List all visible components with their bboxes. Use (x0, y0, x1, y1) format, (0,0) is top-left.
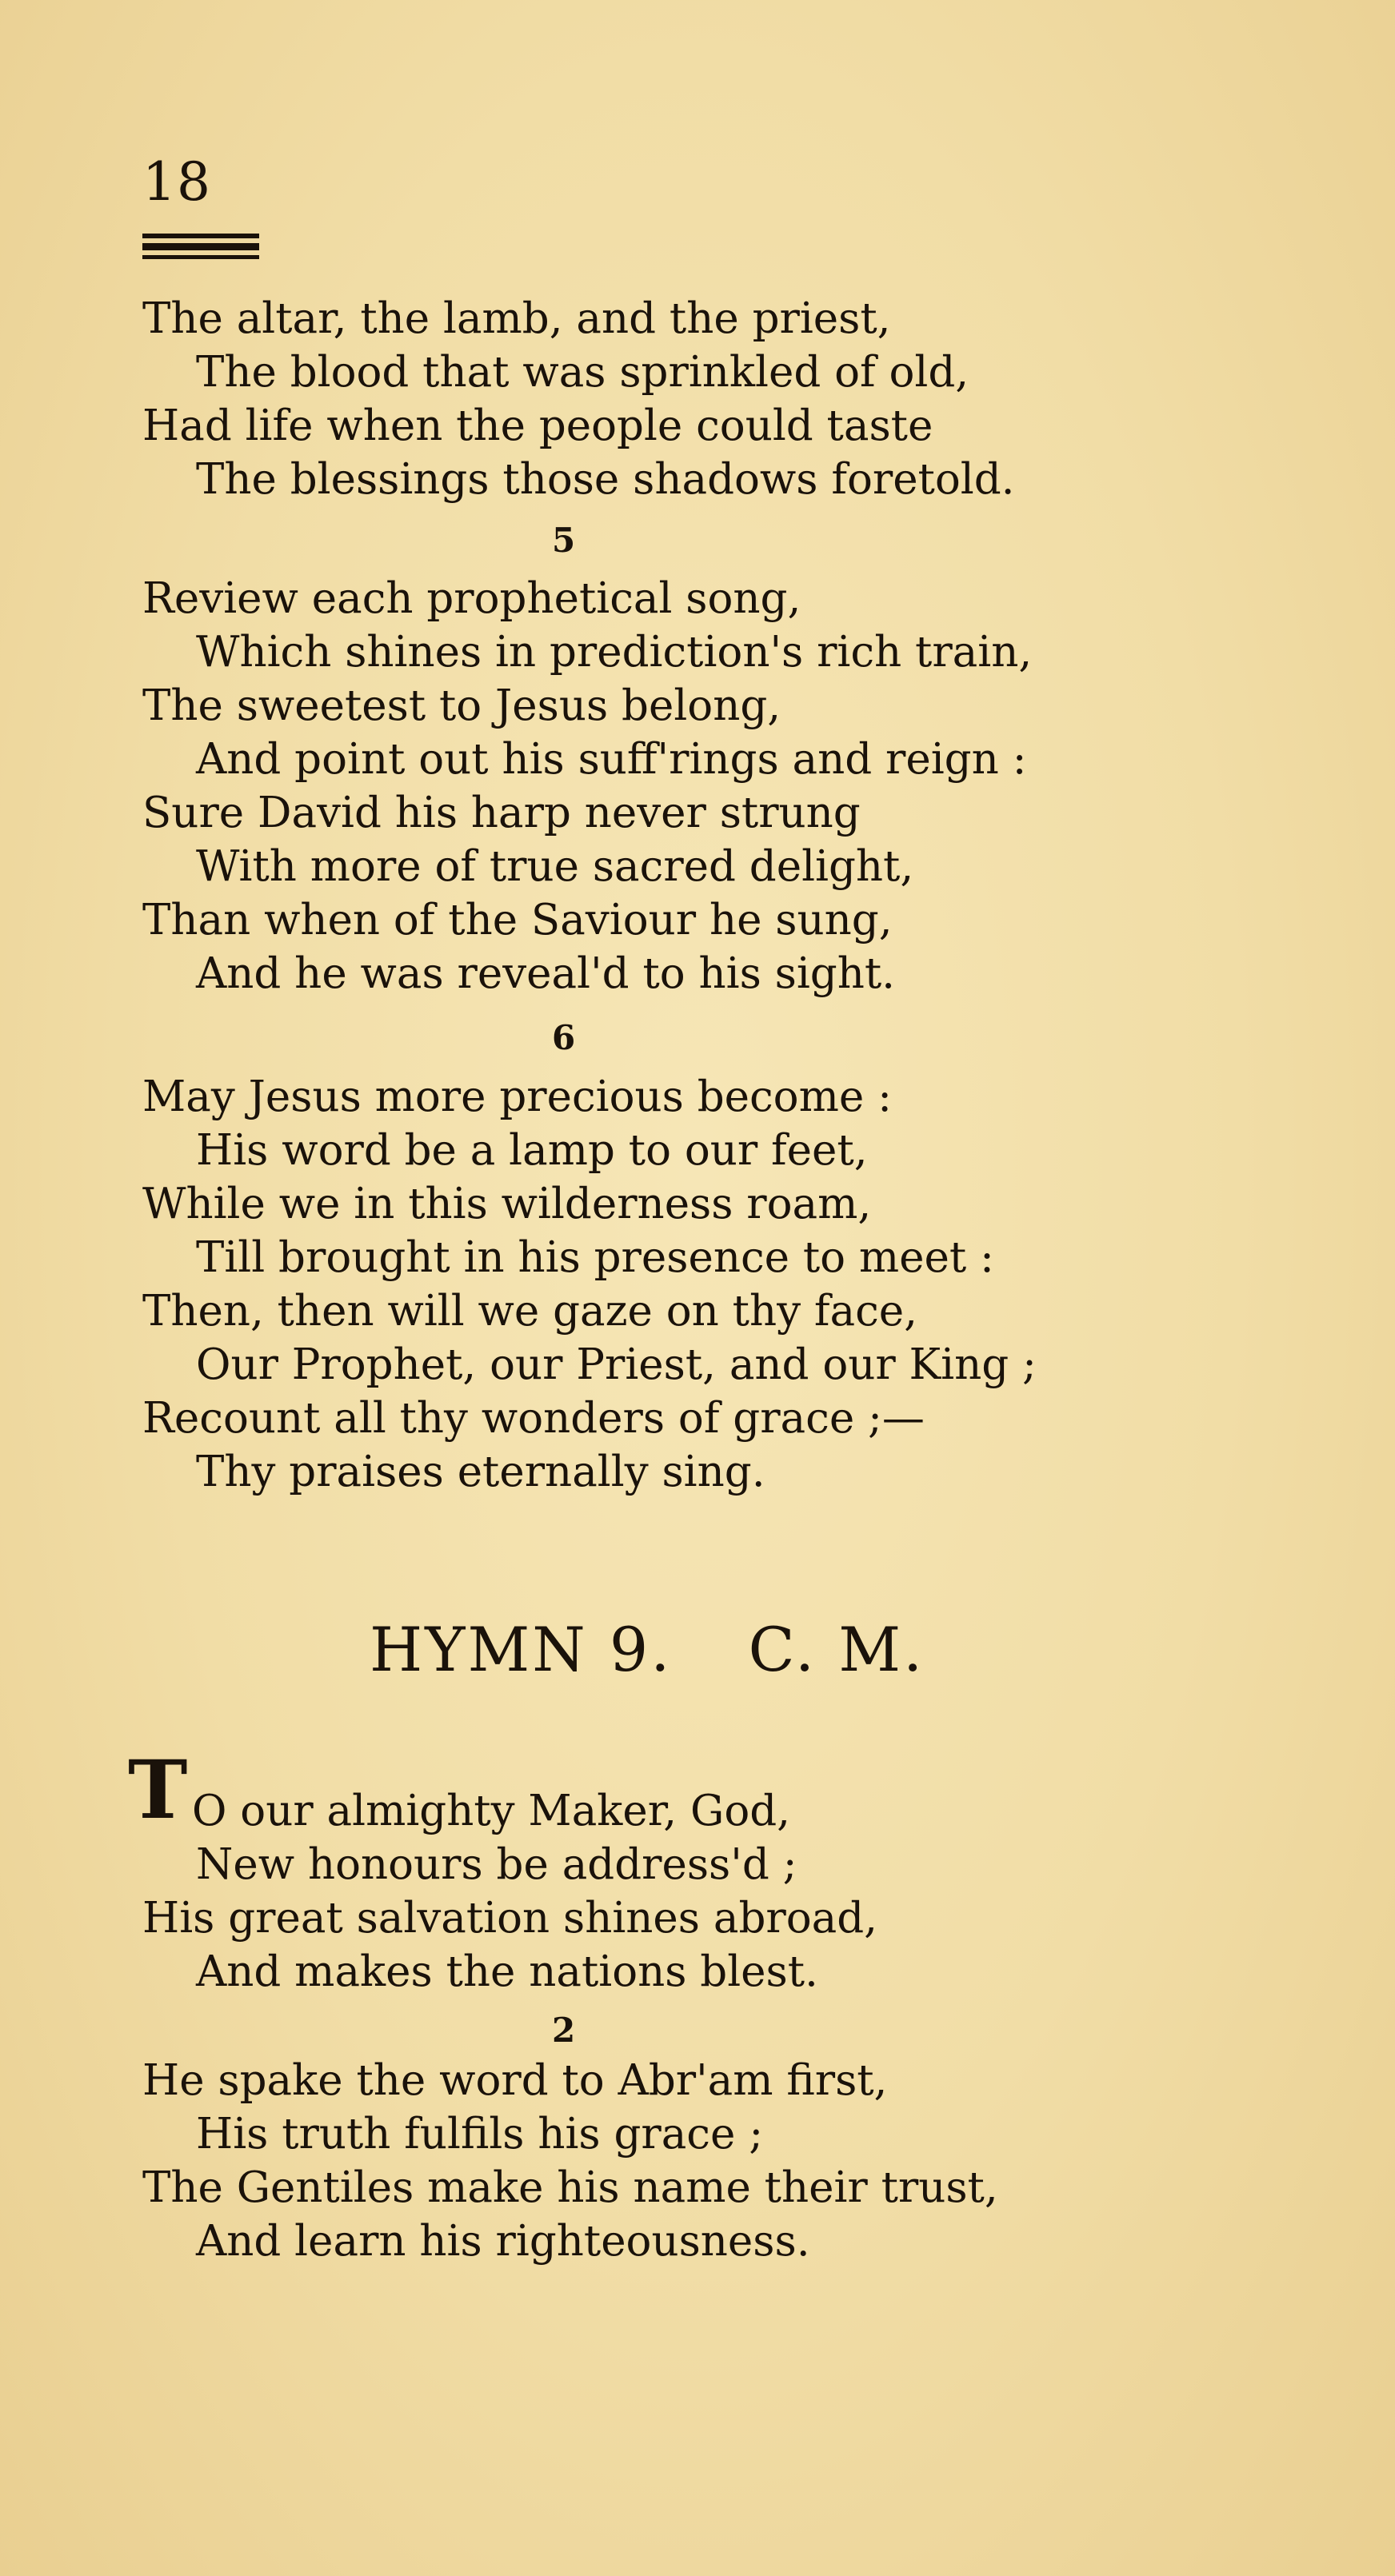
verse-line: Then, then will we gaze on thy face, (142, 1287, 917, 1336)
verse-line: His truth fulfils his grace ; (196, 2110, 764, 2159)
drop-cap: T (128, 1743, 188, 1837)
stanza-number: 5 (552, 521, 576, 560)
verse-line: With more of true sacred delight, (196, 842, 914, 891)
verse-line: The sweetest to Jesus belong, (142, 681, 781, 730)
hymn-meter: C. M. (748, 1614, 925, 1685)
verse-line: Till brought in his presence to meet : (196, 1233, 994, 1282)
verse-line: Our Prophet, our Priest, and our King ; (196, 1340, 1037, 1389)
verse-line: Than when of the Saviour he sung, (142, 896, 893, 945)
hymn-title: HYMN 9. (370, 1614, 673, 1685)
verse-line: The blessings those shadows foretold. (196, 455, 1015, 504)
verse-line: His great salvation shines abroad, (142, 1894, 877, 1943)
verse-line: Recount all thy wonders of grace ;— (142, 1394, 925, 1443)
verse-line: Had life when the people could taste (142, 401, 933, 450)
header-rule (142, 255, 259, 259)
verse-line: And makes the nations blest. (196, 1947, 818, 1996)
hymn-heading (370, 1614, 925, 1685)
verse-line: The Gentiles make his name their trust, (142, 2163, 998, 2212)
verse-line: He spake the word to Abr'am first, (142, 2056, 888, 2105)
verse-line: Review each prophetical song, (142, 574, 801, 623)
header-rule (142, 243, 259, 250)
verse-line: The blood that was sprinkled of old, (196, 348, 969, 397)
page-number: 18 (142, 151, 211, 213)
verse-line: While we in this wilderness roam, (142, 1180, 872, 1228)
verse-line: May Jesus more precious become : (142, 1072, 892, 1121)
verse-line: Which shines in prediction's rich train, (196, 628, 1033, 677)
verse-line: His word be a lamp to our feet, (196, 1126, 868, 1175)
verse-line: Sure David his harp never strung (142, 789, 861, 837)
verse-line: And point out his suff'rings and reign : (196, 735, 1027, 784)
verse-line: And he was reveal'd to his sight. (196, 949, 895, 998)
verse-line: Thy praises eternally sing. (196, 1448, 765, 1496)
verse-line: And learn his righteousness. (196, 2217, 810, 2266)
verse-line: New honours be address'd ; (196, 1840, 797, 1889)
verse-line: O our almighty Maker, God, (192, 1787, 791, 1835)
header-rule (142, 234, 259, 238)
verse-line: The altar, the lamb, and the priest, (142, 294, 891, 343)
stanza-number: 6 (552, 1018, 576, 1057)
stanza-number: 2 (552, 2011, 576, 2050)
